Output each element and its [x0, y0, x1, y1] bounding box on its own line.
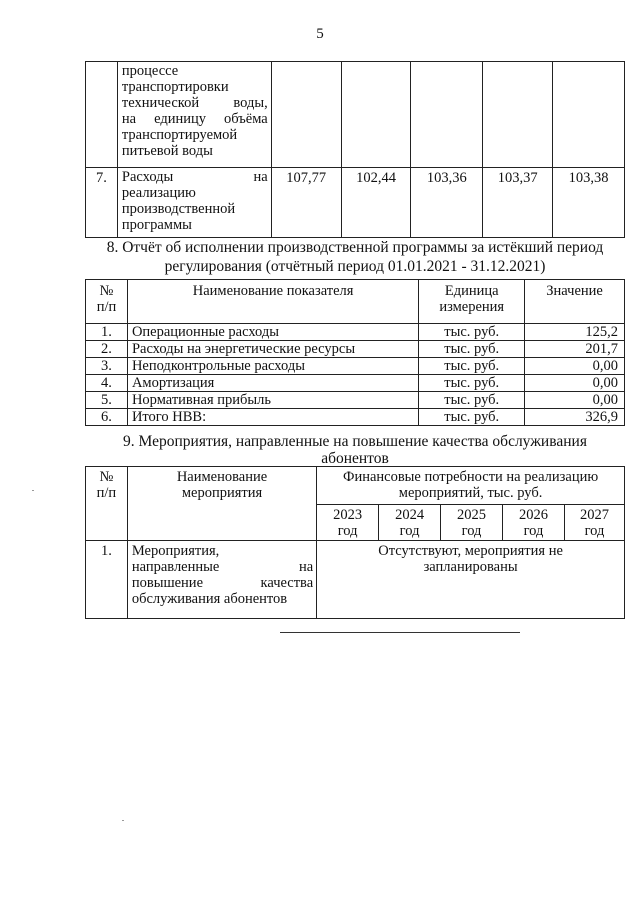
header-year-text: 2027 год [579, 507, 609, 539]
row-unit: тыс. руб. [419, 392, 525, 409]
header-year-text: 2026 год [518, 507, 548, 539]
row-name-line: производственной [121, 201, 236, 217]
value-cell [271, 62, 341, 168]
value-cell [341, 62, 411, 168]
row-name-line: транспортировки [121, 79, 229, 95]
row-name: Операционные расходы [127, 324, 418, 341]
row-status [317, 541, 625, 619]
header-year [379, 505, 441, 541]
row-number: 5. [86, 392, 128, 409]
indicators-table-continued [85, 61, 625, 238]
row-name [117, 168, 271, 238]
header-year [564, 505, 624, 541]
row-name [127, 541, 316, 619]
value-cell: 102,44 [341, 168, 411, 238]
row-value: 0,00 [525, 358, 625, 375]
header-num [86, 467, 128, 541]
value-cell: 107,77 [271, 168, 341, 238]
row-unit: тыс. руб. [419, 324, 525, 341]
row-unit: тыс. руб. [419, 341, 525, 358]
row-name-line: повышение качества [131, 575, 314, 591]
header-year [317, 505, 379, 541]
table-row [86, 358, 625, 375]
row-name: Неподконтрольные расходы [127, 358, 418, 375]
row-value: 125,2 [525, 324, 625, 341]
header-name: Наименование показателя [127, 280, 418, 324]
page-number: 5 [316, 26, 324, 42]
row-name: Амортизация [127, 375, 418, 392]
header-unit [419, 280, 525, 324]
table-row [86, 392, 625, 409]
row-name-line: технической воды, [121, 95, 268, 111]
row-number: 1. [86, 324, 128, 341]
row-number: 7. [86, 168, 118, 238]
row-value: 326,9 [525, 409, 625, 426]
row-number: 2. [86, 341, 128, 358]
header-finance [317, 467, 625, 505]
table-row [86, 375, 625, 392]
header-num-text: № п/п [96, 469, 117, 501]
row-name-line: обслуживания абонентов [131, 591, 288, 607]
header-name-text: Наименование мероприятия [176, 469, 268, 501]
row-name-line: направленные на [131, 559, 314, 575]
row-number: 6. [86, 409, 128, 426]
section-9-title [85, 432, 625, 466]
row-name: Нормативная прибыль [127, 392, 418, 409]
table-row [86, 62, 625, 168]
closing-line [280, 632, 520, 633]
measures-table [85, 466, 625, 619]
value-cell: 103,36 [411, 168, 483, 238]
row-name-line: транспортируемой [121, 127, 238, 143]
row-name-line: процессе [121, 63, 179, 79]
row-unit: тыс. руб. [419, 358, 525, 375]
row-name-line: на единицу объёма [121, 111, 268, 127]
table-header-row [86, 467, 625, 505]
row-unit: тыс. руб. [419, 409, 525, 426]
value-cell [483, 62, 553, 168]
header-year-text: 2023 год [333, 507, 363, 539]
value-cell: 103,37 [483, 168, 553, 238]
table-row [86, 341, 625, 358]
header-unit-text: Единица измерения [439, 283, 505, 315]
header-num-text: № п/п [96, 283, 117, 315]
row-name-line: Мероприятия, [131, 543, 220, 559]
table-row [86, 409, 625, 426]
section-8-title-line: 8. Отчёт об исполнении производственной программы за истёкший период [106, 239, 604, 256]
row-number: 4. [86, 375, 128, 392]
row-name-line: Расходы на [121, 169, 268, 185]
row-name: Расходы на энергетические ресурсы [127, 341, 418, 358]
row-value: 0,00 [525, 375, 625, 392]
row-value: 201,7 [525, 341, 625, 358]
row-number: 3. [86, 358, 128, 375]
header-finance-text: Финансовые потребности на реализацию мероприятий, тыс. руб. [342, 469, 599, 501]
table-row [86, 168, 625, 238]
value-cell [553, 62, 625, 168]
table-header-row [86, 280, 625, 324]
header-name [127, 467, 316, 541]
row-value: 0,00 [525, 392, 625, 409]
program-report-table [85, 279, 625, 426]
row-name [117, 62, 271, 168]
scan-speck [32, 490, 34, 491]
table-row [86, 324, 625, 341]
scan-speck [122, 820, 124, 821]
row-number: 1. [86, 541, 128, 619]
table-row [86, 541, 625, 619]
row-unit: тыс. руб. [419, 375, 525, 392]
value-cell [411, 62, 483, 168]
header-value: Значение [525, 280, 625, 324]
header-year [503, 505, 565, 541]
header-year-text: 2024 год [395, 507, 425, 539]
row-name-line: программы [121, 217, 192, 233]
header-year-text: 2025 год [457, 507, 487, 539]
value-cell: 103,38 [553, 168, 625, 238]
row-name-line: реализацию [121, 185, 196, 201]
row-status-text: Отсутствуют, мероприятия не запланированы [378, 543, 563, 575]
section-9-title-line: 9. Мероприятия, направленные на повышение качества обслуживания [123, 433, 587, 450]
row-name-line: питьевой воды [121, 143, 213, 159]
section-8-title-line: регулирования (отчётный период 01.01.2021 - 31.12.2021) [164, 258, 546, 275]
section-9-title-line: абонентов [321, 450, 389, 467]
header-year [441, 505, 503, 541]
row-name: Итого НВВ: [127, 409, 418, 426]
row-number [86, 62, 118, 168]
section-8-title [85, 238, 625, 276]
header-num [86, 280, 128, 324]
